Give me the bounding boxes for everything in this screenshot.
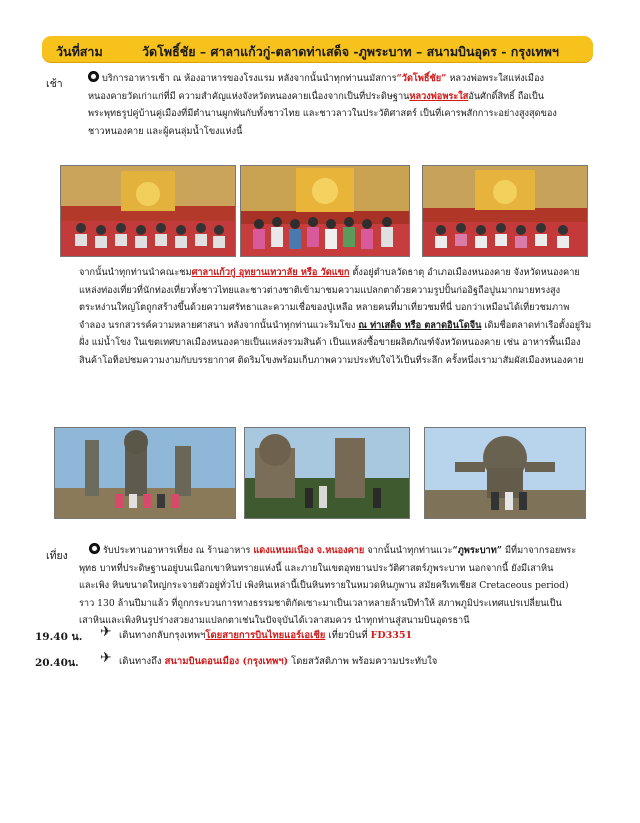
text-run: จำลอง นรกสวรรค์ความหลายศาสนา หลังจากนั้นนำทุกท่านแวะริมโขง — [79, 319, 359, 331]
text-run: รับประทานอาหารเที่ยง ณ ร้านอาหาร — [103, 545, 254, 556]
text-run: บริการอาหารเช้า ณ ห้องอาหารของโรงแรม หลังจากนั้นนำทุกท่านนมัสการ — [102, 73, 397, 84]
text-run: เสาหินและเพิงหินรูปร่างสวยงามแปลกตาเช่นในปัจจุบันได้เวลาสมควร นำทุกท่านสู่สนามบินอุดรธานี — [79, 615, 470, 626]
text-run: เที่ยวบินที่ — [325, 630, 371, 641]
text-run: ตั้งอยู่ตำบลวัดธาตุ อำเภอเมืองหนองคาย จังหวัดหนองคาย — [349, 267, 580, 278]
temple-photo-2 — [240, 165, 410, 257]
lunch-paragraph — [79, 542, 576, 630]
temple-name: “วัดโพธิ์ชัย” — [396, 73, 447, 84]
restaurant-name: แดงแหนมเนือง จ.หนองคาย — [253, 545, 365, 556]
morning-paragraph — [88, 70, 557, 140]
morning-label: เช้า — [46, 78, 63, 90]
text-run: เดิมชื่อตลาดท่าเรือตั้งอยู่ริม — [481, 319, 592, 331]
sculpture-photo-3 — [424, 427, 586, 519]
airline-name: โดยสายการบินไทยแอร์เอเชีย — [205, 630, 326, 641]
text-run: สินค้าโอท็อปชมความงามกับบรรยากาศ ติดริมโขงพร้อมเก็บภาพความประทับใจไว้เป็นที่ระลึก ครั้งหนึ่งเรามาสัมผัสเมืองหนองคาย — [79, 354, 584, 366]
text-run: จากนั้นนำทุกท่านนำคณะชม — [79, 267, 192, 278]
phuphrabat-name: “ภูพระบาท” — [452, 545, 503, 556]
text-run: พุทธ บาทที่ประดิษฐานอยู่บนเนือกเขาหินทรายแห่งนี้ และภายในเขตอุทยานประวัติศาสตร์ภูพระบาท นอกจากนี้ ยังมีเสาหิน — [79, 562, 554, 574]
lunch-label: เที่ยง — [46, 550, 68, 562]
buddha-name: หลวงพ่อพระใส — [409, 90, 469, 102]
sala-paragraph — [79, 264, 591, 369]
flight-time-arrival: 20.40น. — [35, 657, 79, 669]
flight-time-departure: 19.40 น. — [35, 631, 83, 643]
text-run: แหล่งท่องเที่ยวที่นักท่องเที่ยวทั้งชาวไทยและชาวต่างชาติเข้ามาชมความแปลกตาด้วยความรูปปั้นก่ออิฐถือปูนมากมายทรงสูง — [79, 284, 561, 296]
sala-name: ศาลาแก้วกู่ อุทยานเทวาลัย หรือ วัดแขก — [191, 267, 350, 278]
text-run: และเพิง หินขนาดใหญ่กระจายตัวอยู่ทั่วไป เพิงหินเหล่านี้เป็นหินทรายในหมวดหินภูพาน สมัยครีเทเชียส Cretaceous period) — [79, 580, 569, 591]
text-run: หลวงพ่อพระใสแห่งเมือง — [446, 73, 544, 84]
text-run: ตระหง่านใหญ่โตถูกสร้างขึ้นด้วยความศรัทธาและความเชื่อของปู่เหลือ หลายคนที่มาเที่ยวชมที่นี่ บอกว่าเหมือนได้เที่ยวชมภาพ — [79, 302, 570, 313]
sculpture-photo-2 — [244, 427, 410, 519]
text-run: จากนั้นนำทุกท่านแวะ — [364, 545, 453, 556]
airplane-icon: ✈ — [100, 624, 112, 640]
day-route: วัดโพธิ์ชัย – ศาลาแก้วกู่-ตลาดท่าเสด็จ -ภูพระบาท – สนามบินอุดร - กรุงเทพฯ — [142, 44, 559, 59]
temple-photo-3 — [422, 165, 588, 257]
text-run: อันศักดิ์สิทธิ์ ถือเป็น — [468, 90, 545, 102]
text-run: ฝั่ง แม่น้ำโขง ในเขตเทศบาลเมืองหนองคายเป็นแหล่งรวมสินค้า เป็นแหล่งซื้อขายผลิตภัณฑ์จังหวัดหนองคาย เช่น อาหารพื้นเมือง — [79, 337, 581, 348]
dish-icon — [89, 543, 100, 554]
text-run: พระพุทธรูปคู่บ้านคู่เมืองที่มีตำนานผูกพันกับทั้งชาวไทย และชาวลาวในประวัติศาสตร์ เป็นที่เคารพสักการะอย่างสูงสุดของ — [88, 108, 557, 119]
day-title: วันที่สาม — [56, 44, 103, 59]
airport-name: สนามบินดอนเมือง (กรุงเทพฯ) — [164, 656, 289, 667]
flight-number: FD3351 — [370, 630, 413, 641]
text-run: เดินทางกลับกรุงเทพฯ — [119, 630, 206, 641]
text-run: ราว 130 ล้านปีมาแล้ว ที่ถูกกระบวนการทางธรรมชาติกัดเซาะมาเป็นเวลาหลายล้านปีทำให้ สภาพภูมิประเทศแปรเปลี่ยนเป็น — [79, 597, 562, 609]
sculpture-photo-1 — [54, 427, 236, 519]
temple-photo-1 — [60, 165, 236, 257]
text-run: ชาวหนองคาย และผู้คนลุ่มน้ำโขงแห่งนี้ — [88, 125, 243, 137]
dish-icon — [88, 71, 99, 82]
flight-arrival-text — [119, 654, 437, 669]
day-header-bar — [42, 36, 593, 62]
text-run: เดินทางถึง — [119, 656, 165, 667]
text-run: หนองคายวัดเก่าแก่ที่มี ความสำคัญแห่งจังหวัดหนองคายเนื่องจากเป็นที่ประดิษฐาน — [88, 90, 410, 102]
market-name: ณ ท่าเสด็จ หรือ ตลาดอินโดจีน — [358, 319, 482, 331]
text-run: โดยสวัสดิภาพ พร้อมความประทับใจ — [288, 656, 438, 667]
flight-departure-text — [119, 628, 412, 643]
text-run: มีที่มาจากรอยพระ — [502, 545, 577, 556]
airplane-icon: ✈ — [100, 650, 112, 666]
